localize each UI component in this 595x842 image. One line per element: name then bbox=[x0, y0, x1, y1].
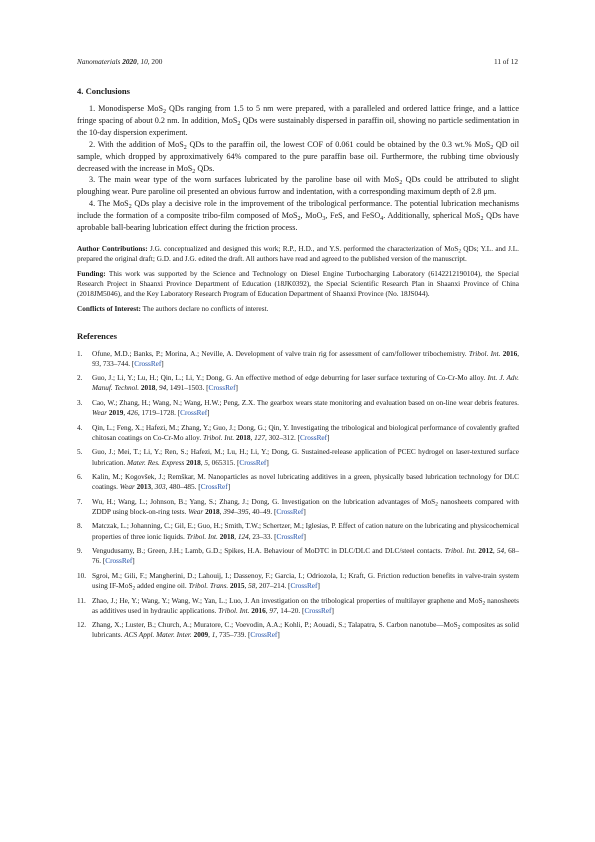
crossref-link[interactable]: CrossRef bbox=[200, 483, 228, 492]
reference-item: 6. Kalin, M.; Kogovšek, J.; Remškar, M. Nanoparticles as novel lubricating additives in a green, physically based lubrication technology for DLC coatings. Wear 2013, 303, 480–485. [CrossRef] bbox=[77, 473, 519, 492]
reference-item: 5. Guo, J.; Mei, T.; Li, Y.; Ren, S.; Hafezi, M.; Lu, H.; Li, Y.; Dong, G. Sustained-release application of PCEC hydrogel on laser-textured surface lubrication. Mater. Res. Express 2018, 5, 065315. [CrossRef] bbox=[77, 448, 519, 467]
crossref-link[interactable]: CrossRef bbox=[180, 409, 208, 418]
crossref-link[interactable]: CrossRef bbox=[134, 359, 162, 368]
author-contributions: Author Contributions: J.G. conceptualized and designed this work; R.P., H.D., and Y.S. performed the characterization of MoS$_2$ QDs; Y.L. and J.L. prepared the original draft; G.D. and J.G. edited the draft. All authors have read and agreed to the published version of the manuscript. bbox=[77, 244, 519, 264]
crossref-link[interactable]: CrossRef bbox=[290, 582, 318, 591]
reference-item: 8. Matczak, L.; Johanning, C.; Gil, E.; Guo, H.; Smith, T.W.; Schertzer, M.; Iglesias, P. Effect of cation nature on the lubricating and physicochemical properties of three ionic liquids. Tribol. Int. 2018, 124, 23–33. [CrossRef] bbox=[77, 522, 519, 541]
crossref-link[interactable]: CrossRef bbox=[276, 507, 304, 516]
reference-item: 4. Qin, L.; Feng, X.; Hafezi, M.; Zhang, Y.; Guo, J.; Dong, G.; Qin, Y. Investigating the tribological and biological performance of covalently grafted chitosan coatings on Co-Cr-Mo alloy. Tribol. Int. 2018, 127, 302–312. [CrossRef] bbox=[77, 423, 519, 442]
crossref-link[interactable]: CrossRef bbox=[239, 458, 267, 467]
crossref-link[interactable]: CrossRef bbox=[300, 433, 328, 442]
conclusion-paragraph-2: 2. With the addition of MoS$_2$ QDs to the paraffin oil, the lowest COF of 0.061 could be obtained by the 0.3 wt.% MoS$_2$ QD oil sample, which dropped by approximatively 64% compared to the pure paraffin base oil. Furthermore, the rubbing time obviously decreased with the increase in MoS$_2$ QDs. bbox=[77, 139, 519, 175]
references-heading: References bbox=[77, 330, 117, 341]
crossref-link[interactable]: CrossRef bbox=[304, 606, 332, 615]
conclusion-paragraph-1: 1. Monodisperse MoS$_2$ QDs ranging from 1.5 to 5 nm were prepared, with a paralleled and ordered lattice fringe, and a lattice fringe spacing of about 0.2 nm. In addition, MoS$_2$ QDs were sustainably dispersed in paraffin oil, showing no particle sedimentation in the 10-day dispersion experiment. bbox=[77, 104, 520, 137]
conflicts-of-interest: Conflicts of Interest: The authors declare no conflicts of interest. bbox=[77, 305, 269, 314]
conclusion-paragraph-3: 3. The main wear type of the worn surfaces lubricated by the paroline base oil with MoS$_2$ QDs could be attributed to slight ploughing wear. Pure paroline oil presented an obvious furrow and indentation, with a corresponding maximum depth of 2.8 μm. bbox=[77, 175, 519, 197]
crossref-link[interactable]: CrossRef bbox=[105, 557, 133, 566]
reference-item: 2. Guo, J.; Li, Y.; Lu, H.; Qin, L.; Li, Y.; Dong, G. An effective method of edge deburring for laser surface texturing of Co-Cr-Mo alloy. Int. J. Adv. Manuf. Technol. 2018, 94, 1491–1503. [CrossRef] bbox=[77, 374, 519, 393]
reference-item: 10. Sgroi, M.; Gili, F.; Mangherini, D.; Lahouij, I.; Dassenoy, F.; Garcia, I.; Odriozola, I.; Kraft, G. Friction reduction benefits in valve-train system using IF-MoS$_2$ added engine oil. Tribol. Trans. 2015, 58, 207–214. [CrossRef] bbox=[77, 571, 519, 592]
conclusion-paragraph-4: 4. The MoS$_2$ QDs play a decisive role in the improvement of the tribological performance. The potential lubrication mechanisms include the formation of a composite tribo-film composed of MoS$_2$, MoO$_3$, FeS, and FeSO$_4$. Additionally, spherical MoS$_2$ QDs have aprobable ball-bearing lubrication effect during the friction process. bbox=[77, 199, 519, 233]
reference-item: 12. Zhang, X.; Luster, B.; Church, A.; Muratore, C.; Voevodin, A.A.; Kohli, P.; Aouadi, S.; Talapatra, S. Carbon nanotube—MoS$_2$ composites as solid lubricants. ACS Appl. Mater. Inter. 2009, 1, 735–739. [CrossRef] bbox=[77, 621, 519, 640]
crossref-link[interactable]: CrossRef bbox=[208, 384, 236, 393]
reference-item: 3. Cao, W.; Zhang, H.; Wang, N.; Wang, H.W.; Peng, Z.X. The gearbox wears state monitoring and evaluation based on on-line wear debris features. Wear 2019, 426, 1719–1728. [CrossRef] bbox=[77, 398, 519, 418]
crossref-link[interactable]: CrossRef bbox=[276, 532, 304, 541]
reference-item: 1. Ofune, M.D.; Banks, P.; Morina, A.; Neville, A. Development of valve train rig for assessment of cam/follower tribochemistry. Tribol. Int. 2016, 93, 733–744. [CrossRef] bbox=[77, 349, 519, 368]
funding-statement: Funding: This work was supported by the Science and Technology on Diesel Engine Turbocharging Laboratory (6142212190104), the Special Research Project in Shaanxi Province Department of Education (18JK0392), the Special Scientific Research Plan in Shaanxi Province of China (2018JM5046), and the Key Laboratory Research Program of Education Department of Shaanxi Province (No. 18JS044). bbox=[77, 270, 519, 299]
reference-list bbox=[77, 349, 519, 641]
reference-item: 9. Vengudusamy, B.; Green, J.H.; Lamb, G.D.; Spikes, H.A. Behaviour of MoDTC in DLC/DLC and DLC/steel contacts. Tribol. Int. 2012, 54, 68–76. [CrossRef] bbox=[77, 547, 519, 566]
reference-item: 7. Wu, H.; Wang, L.; Johnson, B.; Yang, S.; Zhang, J.; Dong, G. Investigation on the lubrication advantages of MoS$_2$ nanosheets compared with ZDDP using block-on-ring tests. Wear 2018, 394–395, 40–49. [CrossRef] bbox=[77, 497, 519, 516]
main-content bbox=[77, 86, 519, 645]
reference-item: 11. Zhao, J.; He, Y.; Wang, Y.; Wang, W.; Yan, L.; Luo, J. An investigation on the tribological properties of multilayer graphene and MoS$_2$ nanosheets as additives used in hydraulic applications. Tribol. Int. 2016, 97, 14–20. [CrossRef] bbox=[77, 596, 519, 615]
crossref-link[interactable]: CrossRef bbox=[250, 631, 278, 640]
page-number: 11 of 12 bbox=[493, 57, 518, 66]
journal-citation: Nanomaterials 2020, 10, 200 bbox=[77, 57, 163, 66]
page-header bbox=[77, 57, 518, 69]
conclusions-heading: 4. Conclusions bbox=[77, 86, 131, 96]
